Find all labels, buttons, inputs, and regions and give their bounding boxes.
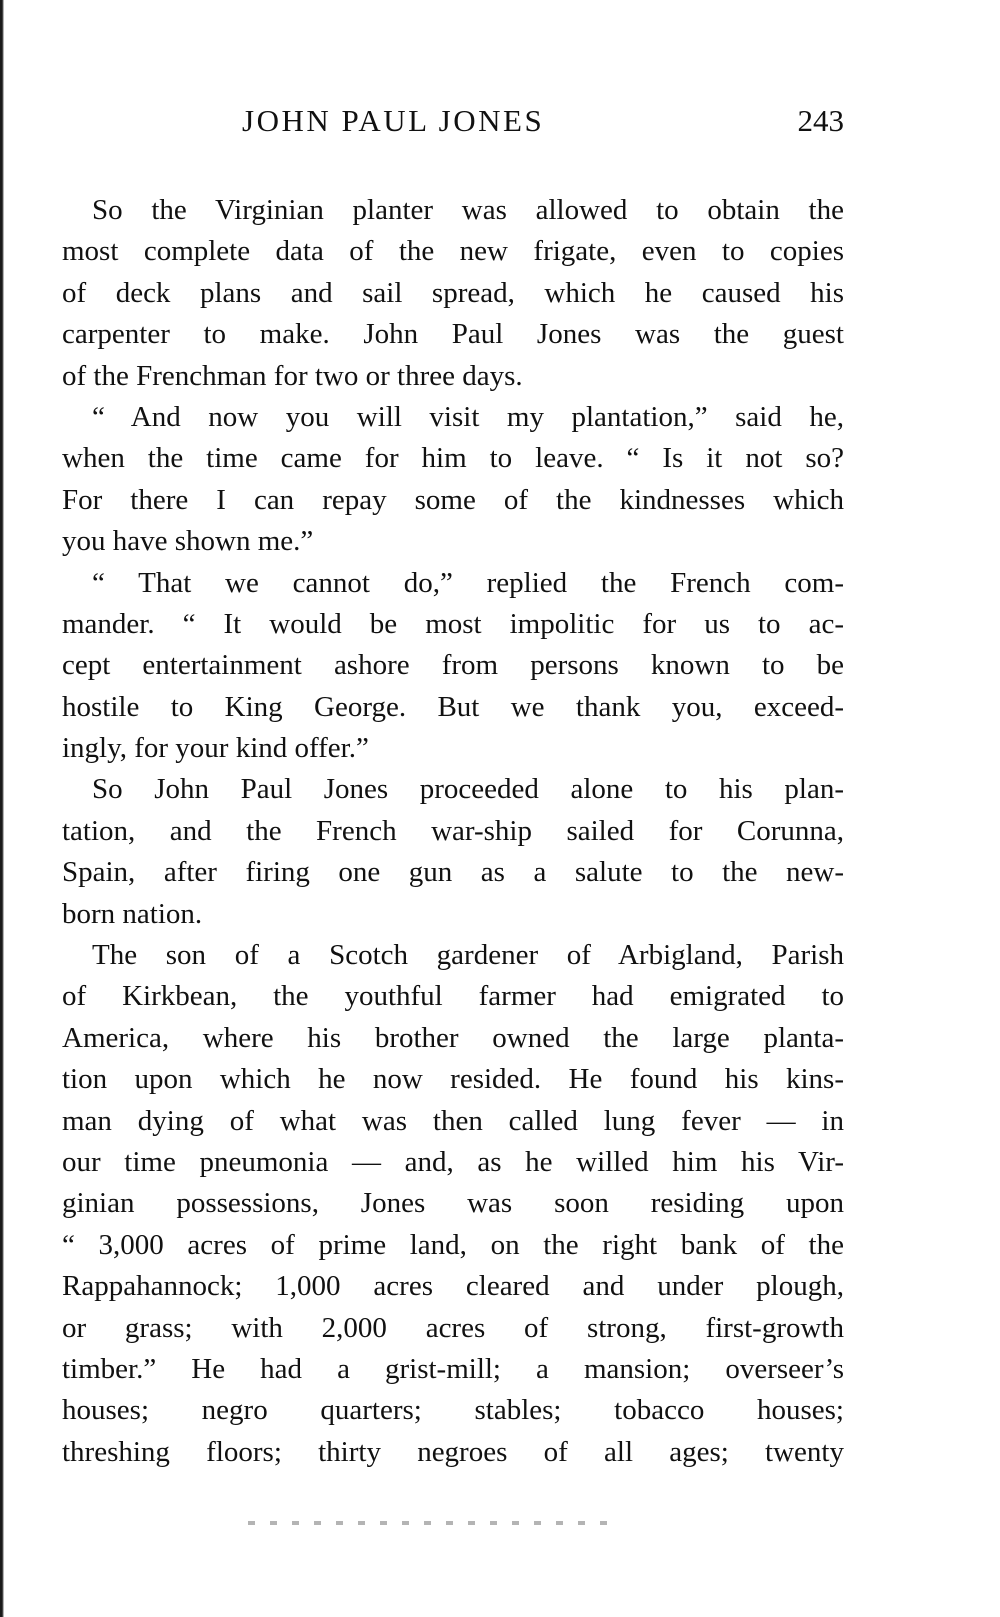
text-line: of deck plans and sail spread, which he caused his	[62, 276, 844, 309]
running-head	[62, 103, 844, 143]
text-line: carpenter to make. John Paul Jones was the guest	[62, 318, 844, 351]
text-line: born nation.	[62, 897, 203, 930]
text-line: when the time came for him to leave. “ Is it not so?	[62, 442, 844, 475]
page-binding-edge	[0, 0, 4, 1617]
body-text	[62, 190, 844, 1473]
text-line: houses; negro quarters; stables; tobacco houses;	[62, 1394, 844, 1427]
text-line: So John Paul Jones proceeded alone to his plan-	[92, 773, 844, 806]
text-line: For there I can repay some of the kindnesses which	[62, 483, 844, 516]
text-line: Rappahannock; 1,000 acres cleared and under plough,	[62, 1270, 844, 1303]
text-line: timber.” He had a grist-mill; a mansion; overseer’s	[62, 1352, 844, 1385]
text-line: “ 3,000 acres of prime land, on the right bank of the	[62, 1228, 844, 1261]
text-line: So the Virginian planter was allowed to obtain the	[92, 194, 844, 226]
footer-scan-dashes	[248, 1521, 608, 1525]
text-line: of Kirkbean, the youthful farmer had emigrated to	[62, 980, 844, 1013]
text-line: tation, and the French war-ship sailed for Corunna,	[62, 814, 844, 847]
text-line: cept entertainment ashore from persons known to be	[62, 649, 844, 682]
text-line: America, where his brother owned the large planta-	[62, 1021, 844, 1054]
text-line: or grass; with 2,000 acres of strong, first-growth	[62, 1311, 844, 1344]
text-line: “ That we cannot do,” replied the French com-	[92, 566, 844, 599]
text-line: The son of a Scotch gardener of Arbigland, Parish	[92, 939, 844, 972]
text-line: most complete data of the new frigate, even to copies	[62, 235, 844, 268]
text-line: Spain, after firing one gun as a salute to the new-	[62, 856, 844, 889]
text-line: “ And now you will visit my plantation,” said he,	[92, 400, 844, 433]
text-line: of the Frenchman for two or three days.	[62, 359, 523, 392]
text-line: ginian possessions, Jones was soon residing upon	[62, 1187, 844, 1220]
text-line: ingly, for your kind offer.”	[62, 732, 369, 765]
text-line: our time pneumonia — and, as he willed him his Vir-	[62, 1145, 844, 1178]
running-title: JOHN PAUL JONES	[242, 103, 545, 138]
text-line: mander. “ It would be most impolitic for us to ac-	[62, 607, 844, 640]
text-line: man dying of what was then called lung fever — in	[62, 1104, 844, 1137]
text-line: hostile to King George. But we thank you, exceed-	[62, 690, 844, 723]
page-number: 243	[797, 103, 844, 138]
text-line: threshing floors; thirty negroes of all ages; twenty	[62, 1435, 844, 1468]
text-line: tion upon which he now resided. He found his kins-	[62, 1063, 844, 1096]
text-line: you have shown me.”	[62, 525, 314, 558]
